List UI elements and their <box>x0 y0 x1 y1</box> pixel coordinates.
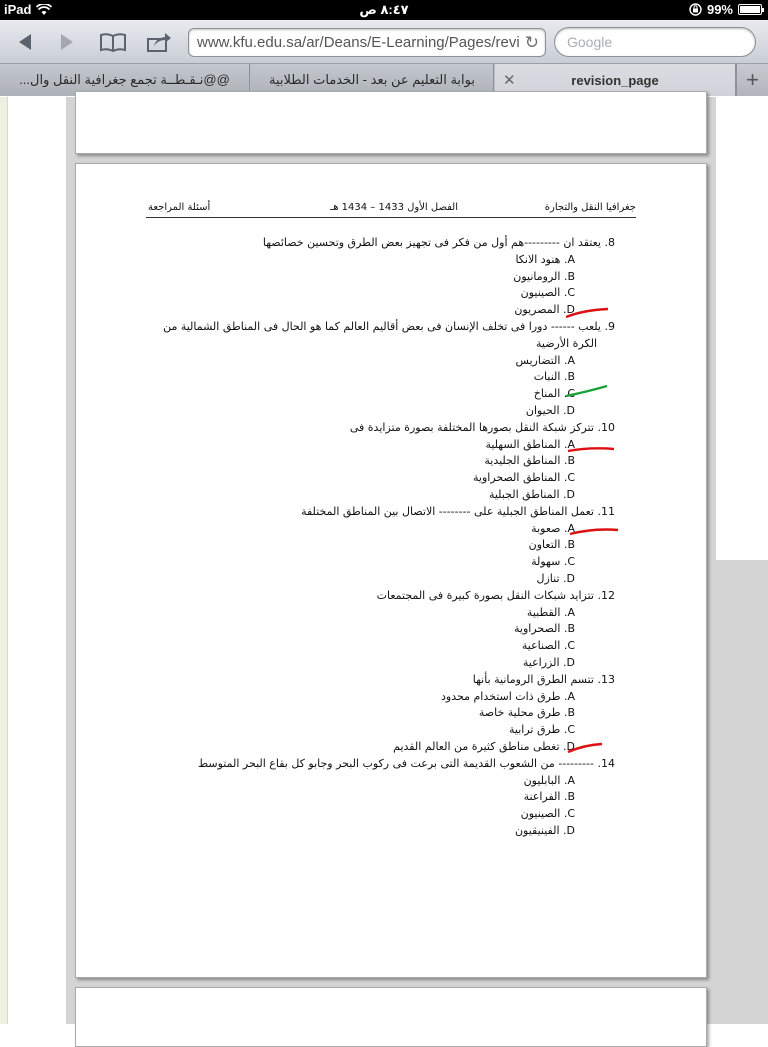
option-letter: A. <box>563 252 575 266</box>
option-text: الصناعية <box>521 639 561 653</box>
revision-title: أسئلة المراجعة <box>148 202 211 213</box>
answer-option <box>529 538 575 552</box>
question-text <box>377 589 615 603</box>
red-check-mark <box>566 742 604 754</box>
answer-option <box>524 790 575 804</box>
option-letter: B. <box>563 370 575 384</box>
answer-option <box>513 270 575 284</box>
option-letter: A. <box>563 437 575 451</box>
option-letter: A. <box>563 353 575 367</box>
search-placeholder: Google <box>567 34 613 50</box>
answer-option <box>484 454 575 468</box>
option-text: المناطق الجليدية <box>484 454 561 468</box>
option-letter: C. <box>563 555 575 569</box>
option-letter: A. <box>563 773 575 787</box>
next-page <box>75 987 707 1047</box>
option-letter: C. <box>563 471 575 485</box>
question-body: تتركز شبكة النقل بصورها المختلفة بصورة متزايدة فى <box>349 420 594 434</box>
option-text: الرومانيون <box>513 269 561 283</box>
option-text: الصينيون <box>520 807 561 821</box>
question-body: --------- من الشعوب القديمة التى برعت فى ركوب البحر وجابو كل بقاع البحر المتوسط <box>197 756 594 770</box>
answer-option <box>521 286 575 300</box>
option-text: المناخ <box>533 387 561 401</box>
answer-option <box>527 606 575 620</box>
option-text: التعاون <box>528 538 561 552</box>
option-letter: A. <box>563 605 575 619</box>
question-number: 12. <box>597 588 615 602</box>
bookmarks-button[interactable] <box>98 28 128 56</box>
question-continuation: الكرة الأرضية <box>535 336 597 350</box>
answer-option <box>523 656 575 670</box>
option-text: المناطق الصحراوية <box>473 471 561 485</box>
orientation-lock-icon <box>689 3 702 16</box>
plus-icon: + <box>746 67 759 92</box>
option-letter: B. <box>563 454 575 468</box>
answer-option <box>515 253 575 267</box>
option-text: تنازل <box>536 572 560 585</box>
option-text: الصينيون <box>520 286 561 300</box>
browser-toolbar <box>0 20 768 64</box>
answer-option <box>509 723 575 737</box>
answer-option <box>521 807 575 821</box>
option-text: الحيوان <box>525 404 560 417</box>
option-letter: D. <box>563 656 575 669</box>
answer-option <box>515 354 575 368</box>
option-letter: B. <box>563 706 575 720</box>
address-bar[interactable] <box>188 28 546 57</box>
new-tab-button[interactable] <box>736 64 768 96</box>
option-letter: D. <box>563 824 575 837</box>
option-text: القطبية <box>526 605 561 619</box>
red-check-mark <box>564 307 610 319</box>
option-text: طرق ذات استخدام محدود <box>440 689 561 703</box>
question-body: يعتقد ان ---------هم أول من فكر فى تجهيز بعض الطرق وتحسين خصائصها <box>262 236 601 249</box>
url-text: www.kfu.edu.sa/ar/Deans/E-Learning/Pages/revi <box>197 34 520 51</box>
question-number: 13. <box>597 672 615 686</box>
option-letter: B. <box>563 790 575 804</box>
question-text <box>163 320 615 334</box>
question-text <box>263 236 615 250</box>
answer-option <box>485 438 575 452</box>
option-text: التضاريس <box>515 353 561 367</box>
question-number: 14. <box>597 756 615 770</box>
question-text <box>198 757 615 771</box>
tab-label: @@نـقـطــة تجمع جغرافية النقل وال... <box>19 72 230 87</box>
option-letter: C. <box>563 286 575 300</box>
status-bar <box>0 0 768 20</box>
close-tab-icon[interactable]: ✕ <box>503 72 516 89</box>
question-text <box>473 673 615 687</box>
option-text: طرق محلية خاصة <box>478 706 561 720</box>
option-letter: C. <box>563 807 575 821</box>
question-body: تتسم الطرق الرومانية بأنها <box>472 672 594 686</box>
question-body: يلعب ------ دورا فى تخلف الإنسان فى بعض أقاليم العالم كما هو الحال فى المناطق الشمالية من <box>163 320 601 333</box>
option-letter: B. <box>563 538 575 552</box>
option-letter: C. <box>563 723 575 737</box>
question-number: 10. <box>597 420 615 434</box>
answer-option <box>479 706 575 720</box>
question-body: تعمل المناطق الجبلية على -------- الاتصال بين المناطق المختلفة <box>301 504 594 518</box>
answer-option <box>536 572 575 586</box>
document-viewer[interactable] <box>0 97 768 1024</box>
forward-arrow-icon <box>58 32 76 52</box>
page-header <box>146 202 636 218</box>
question-text <box>350 421 615 435</box>
option-text: النبات <box>533 370 561 384</box>
option-text: الفراعنة <box>523 790 561 804</box>
option-text: سهولة <box>531 555 561 569</box>
clock: ٨:٤٧ ص <box>359 2 409 17</box>
option-text: تغطى مناطق كثيرة من العالم القديم <box>393 740 560 753</box>
answer-option <box>393 740 575 754</box>
option-letter: D. <box>563 740 575 753</box>
answer-option <box>489 488 575 502</box>
option-letter: B. <box>563 269 575 283</box>
question-number: 8. <box>604 236 615 249</box>
question-text <box>301 505 615 519</box>
answer-option <box>531 555 575 569</box>
red-check-mark <box>566 445 616 455</box>
option-letter: C. <box>563 639 575 653</box>
option-letter: A. <box>563 689 575 703</box>
search-field[interactable] <box>554 27 756 57</box>
option-letter: D. <box>563 572 575 585</box>
question-number: 11. <box>597 504 615 518</box>
answer-option <box>473 471 575 485</box>
answer-option <box>522 639 575 653</box>
option-letter: D. <box>563 303 575 317</box>
option-letter: C. <box>563 387 575 401</box>
semester-label: الفصل الأول 1433 – 1434 هـ <box>330 202 458 213</box>
option-text: المناطق الجبلية <box>488 488 560 501</box>
option-text: الفينيقيون <box>514 824 560 837</box>
device-name: iPad <box>4 2 32 17</box>
share-icon <box>146 31 172 53</box>
battery-percent: 99% <box>706 2 733 17</box>
answer-option <box>441 690 575 704</box>
option-text: صعوبة <box>531 521 561 535</box>
option-text: الزراعية <box>522 656 560 669</box>
option-text: المصريون <box>514 303 560 317</box>
option-text: طرق ترابية <box>508 723 561 737</box>
book-icon <box>99 32 127 52</box>
answer-option <box>524 774 575 788</box>
option-text: الصحراوية <box>514 622 561 636</box>
scroll-region[interactable] <box>716 560 768 1024</box>
option-text: هنود الانكا <box>515 252 561 266</box>
answer-option <box>526 404 575 418</box>
back-button[interactable] <box>10 28 40 56</box>
green-check-mark <box>563 384 610 401</box>
option-text: البابليون <box>523 773 561 787</box>
option-text: المناطق السهلية <box>485 437 561 451</box>
option-letter: D. <box>563 488 575 501</box>
left-margin <box>0 97 8 1024</box>
red-check-mark <box>568 527 620 537</box>
document-page <box>75 163 707 978</box>
question-body: تتزايد شبكات النقل بصورة كبيرة فى المجتمعات <box>376 588 594 602</box>
option-letter: A. <box>563 521 575 535</box>
question-number: 9. <box>604 320 615 333</box>
reload-icon[interactable]: ↻ <box>524 33 539 52</box>
forward-button[interactable] <box>52 28 82 56</box>
battery-icon <box>738 4 762 15</box>
answer-option <box>515 824 575 838</box>
tab-label: بوابة التعليم عن بعد - الخدمات الطلابية <box>269 72 476 87</box>
course-title: جغرافيا النقل والتجارة <box>544 202 636 213</box>
answer-option <box>514 622 575 636</box>
answer-option <box>534 370 575 384</box>
option-letter: D. <box>563 404 575 417</box>
previous-page <box>75 91 707 154</box>
share-button[interactable] <box>144 28 174 56</box>
tab-label: revision_page <box>571 72 659 88</box>
back-arrow-icon <box>16 32 34 52</box>
option-letter: B. <box>563 622 575 636</box>
